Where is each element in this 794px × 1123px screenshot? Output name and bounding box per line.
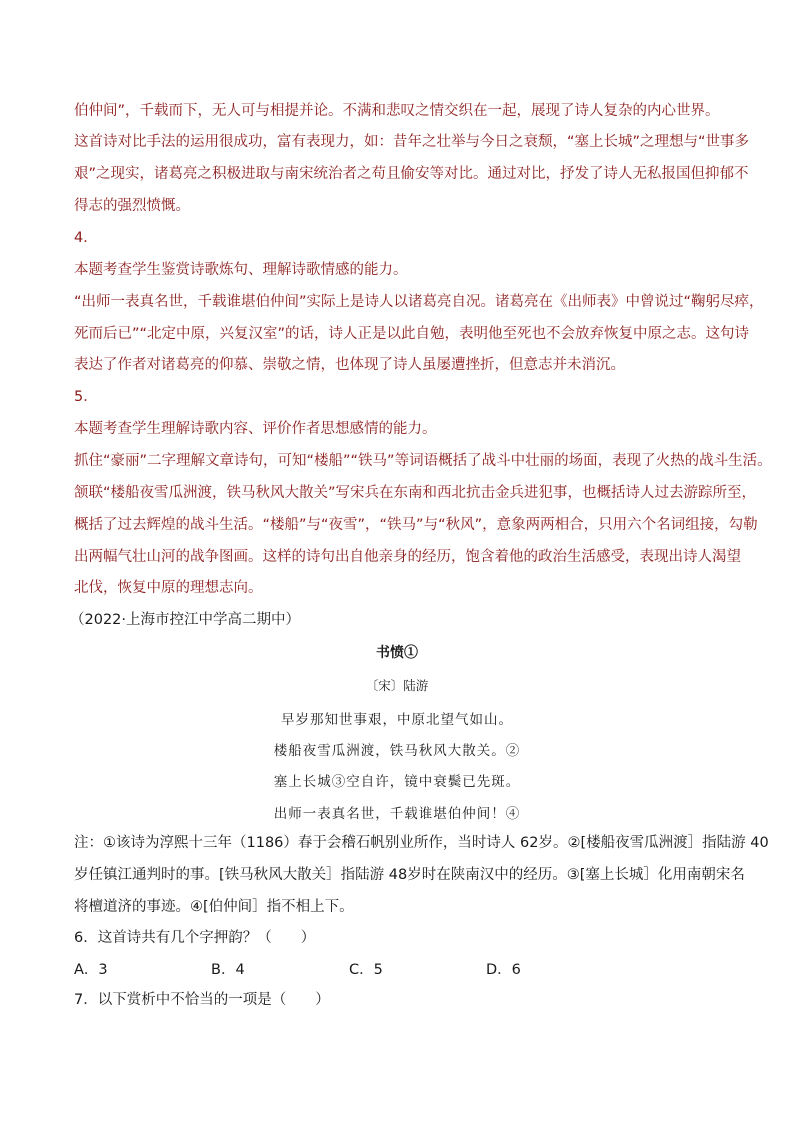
q5-line: 北伐，恢复中原的理想志向。 [74,580,263,596]
q4-line: “出师一表真名世，千载谁堪伯仲间”实际上是诗人以诸葛亮自况。诸葛亮在《出师表》中曾说过“鞠躬尽瘁， [74,294,764,310]
notes-line: 将檀道济的事迹。④[伯仲间］指不相上下。 [74,899,354,915]
poem-author: 〔宋〕陆游 [365,678,429,693]
q4-line: 表达了作者对诸葛亮的仰慕、崇敬之情，也体现了诗人虽屡遭挫折，但意志并未消沉。 [74,357,625,373]
notes-line: 注：①该诗为淳熙十三年（1186）春于会稽石帆别业所作，当时诗人 62岁。②[楼船夜雪瓜洲渡］指陆游 40 [74,835,769,851]
notes-line: 岁任镇江通判时的事。[铁马秋风大散关］指陆游 48岁时在陕南汉中的经历。③[塞上长城］化用南朝宋名 [74,867,745,883]
poem-line: 出师一表真名世，千载谁堪伯仲间！④ [273,806,521,822]
q4-intro: 本题考查学生鉴赏诗歌炼句、理解诗歌情感的能力。 [74,262,408,278]
option-d[interactable]: D．6 [486,962,521,978]
q5-line: 概括了过去辉煌的战斗生活。“楼船”与“夜雪”，“铁马”与“秋风”，意象两两相合，只用六个名词组接，勾勒 [74,517,758,533]
analysis-line: 艰”之现实，诸葛亮之积极进取与南宋统治者之苟且偷安等对比。通过对比，抒发了诗人无私报国但抑郁不 [74,166,749,182]
poem-line: 塞上长城③空自许，镜中衰鬓已先斑。 [273,774,521,790]
q5-line: 抓住“豪丽”二字理解文章诗句，可知“楼船”“铁马”等词语概括了战斗中壮丽的场面，表现了火热的战斗生活。 [74,453,772,469]
analysis-line: 得志的强烈愤慨。 [74,198,190,214]
option-a[interactable]: A．3 [74,962,108,978]
analysis-line: 伯仲间”，千载而下，无人可与相提并论。不满和悲叹之情交织在一起，展现了诗人复杂的内心世界。 [74,103,720,119]
q4-number: 4． [74,230,98,246]
q5-number: 5． [74,389,98,405]
q5-line: 颔联“楼船夜雪瓜洲渡，铁马秋风大散关”写宋兵在东南和西北抗击金兵进犯事，也概括诗人过去游踪所至， [74,485,757,501]
q4-line: 死而后已”“北定中原，兴复汉室”的话，诗人正是以此自勉，表明他至死也不会放弃恢复中原之志。这句诗 [74,326,750,342]
option-c[interactable]: C．5 [349,962,383,978]
analysis-line: 这首诗对比手法的运用很成功，富有表现力，如：昔年之壮举与今日之衰颓，“塞上长城”之理想与“世事多 [74,134,750,150]
source-label: （2022·上海市控江中学高二期中） [70,612,301,628]
q6-stem: 6．这首诗共有几个字押韵？（ ） [74,930,316,946]
q6-options [74,958,734,980]
poem-title: 书愤① [376,645,418,661]
q5-intro: 本题考查学生理解诗歌内容、评价作者思想感情的能力。 [74,421,437,437]
q5-line: 出两幅气壮山河的战争图画。这样的诗句出自他亲身的经历，饱含着他的政治生活感受，表现出诗人渴望 [74,549,741,565]
option-b[interactable]: B．4 [211,962,245,978]
poem-line: 楼船夜雪瓜洲渡，铁马秋风大散关。② [273,743,521,759]
q7-stem: 7．以下赏析中不恰当的一项是（ ） [74,992,330,1008]
poem-line: 早岁那知世事艰，中原北望气如山。 [281,712,513,728]
